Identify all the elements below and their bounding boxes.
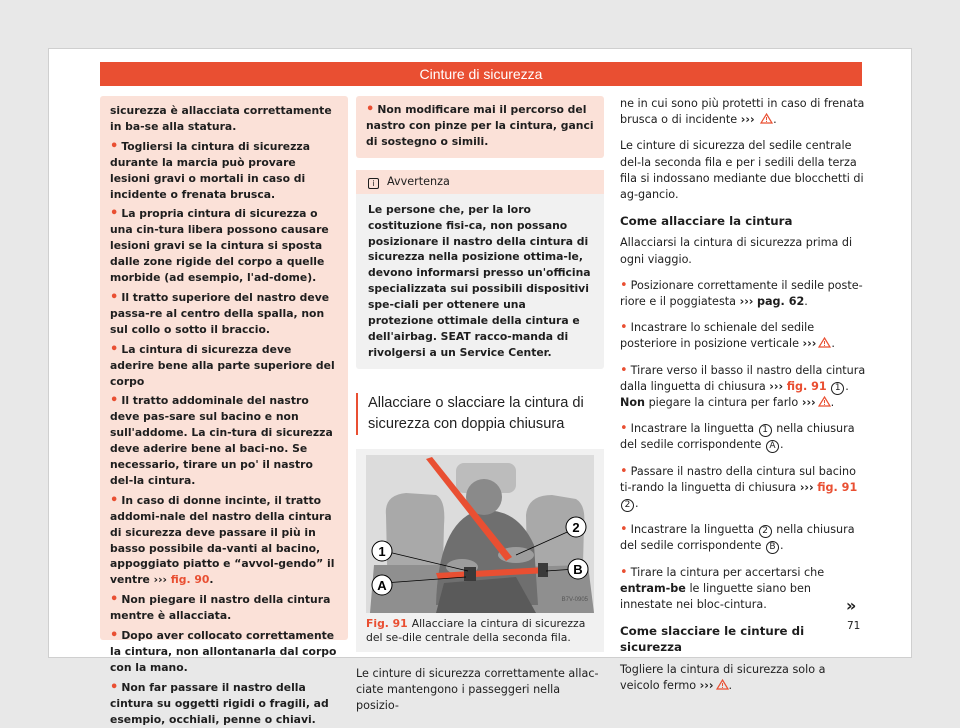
arrows-icon: ››› [699,678,714,692]
bullet-icon: • [620,362,628,378]
list-item-text: Togliersi la cintura di sicurezza durante la marcia può provare lesioni gravi o mortali in caso di incidente o frenata brusca. [110,139,310,201]
arrows-icon: ››› [799,480,814,494]
column-2 [356,96,604,714]
list-item-text: Tirare la cintura per accertarsi che [630,565,825,579]
list-item: • Tirare verso il basso il nastro della cintura dalla linguetta di chiusura ››› fig. 91 1 . Non piegare la cintura per farlo ››› . [620,362,866,410]
callout-A-label: A [377,577,387,593]
bullet-icon: • [366,102,375,117]
warning-triangle-icon[interactable] [716,679,729,690]
list-item-text: Tirare verso il basso il nastro della cintura dalla linguetta di chiusura [620,363,866,393]
list-item-text: Il tratto addominale del nastro deve pas-sare sul bacino e non sull'addome. La cin-tura di sicurezza deve aderire bene al baci-no. Se necessario, tirare un po' il nastro del-la cintura. [110,394,333,487]
list-item [110,592,338,624]
list-item-text: piegare la cintura per farlo [648,396,799,410]
paragraph-text: ne in cui sono più protetti in caso di frenata brusca o di incidente [620,97,865,127]
paragraph: ne in cui sono più protetti in caso di frenata brusca o di incidente ››› . [620,97,865,127]
bullet-icon: • [110,341,119,357]
list-item-text: Non modificare mai il percorso del nastro con pinze per la cintura, ganci di sostegno o simili. [366,103,594,148]
callout-1-icon: 1 [831,382,844,395]
bullet-icon: • [110,289,119,305]
figure-91 [356,449,604,652]
intro-text: sicurezza è allacciata correttamente in ba-se alla statura. [110,104,332,133]
warning-continuation-panel [356,96,604,158]
bullet-icon: • [110,628,119,644]
list-item-text: Non far passare il nastro della cintura su oggetti rigidi o fragili, ad esempio, occhiali, penne o chiavi. [110,680,329,726]
arrows-icon: ››› [802,337,817,351]
warning-triangle-icon[interactable] [760,113,773,124]
list-item: • Passare il nastro della cintura sul bacino ti-rando la linguetta di chiusura ››› fig. 91 2 . [620,463,858,511]
paragraph: Le cinture di sicurezza del sedile centrale del-la seconda fila e per i sedili della terza fila si indossano mediante due blocchetti di ag-gancio. [620,139,864,202]
warning-header [356,170,604,194]
list-item-text: Incastrare la linguetta [630,422,755,436]
list-item-text: nella chiusura del sedile corrispondente [620,422,855,452]
bullet-icon: • [110,679,119,695]
callout-B-label: B [573,561,583,577]
bullet-icon: • [110,138,119,154]
bullet-icon: • [620,463,628,479]
warning-triangle-icon[interactable] [818,396,831,407]
bullet-icon: • [110,393,119,409]
warning-box [356,170,604,369]
list-item: • In caso di donne incinte, il tratto addomi-nale del nastro della cintura di sicurezza deve passare il più in basso possibile da-vanti al bacino, appoggiato piatto e “avvol-gendo” il ventre ››› fig. 90. [110,492,335,587]
list-item [110,680,338,728]
subheading-unfasten: Come slacciare le cinture di sicurezza [620,624,805,655]
list-item-text: nella chiusura del sedile corrispondente [620,523,855,553]
list-item-text: le linguette siano ben innestate nei bloc-cintura. [620,581,811,612]
list-item [110,290,338,338]
caption-text: Allacciare la cintura di sicurezza del se-dile centrale della seconda fila. [366,616,586,645]
arrows-icon: ››› [801,396,816,410]
page-header: Cinture di sicurezza [100,62,862,86]
list-item-text: Il tratto superiore del nastro deve passa-re al centro della spalla, non sul collo o sotto il braccio. [110,290,330,336]
list-item-text: In caso di donne incinte, il tratto addomi-nale del nastro della cintura di sicurezza deve passare il più in basso possibile da-vanti al bacino, appoggiato piatto e “avvol-gendo” il ventre [110,493,335,587]
list-item: • Incastrare lo schienale del sedile posteriore in posizione verticale ››› . [620,320,835,351]
list-item [110,393,338,488]
list-item-text: Dopo aver collocato correttamente la cintura, non allontanarla dal corpo con la mano. [110,629,337,674]
fig-90-link[interactable]: fig. 90 [170,573,210,587]
bullet-icon: • [110,492,119,508]
callout-B-icon: B [766,541,779,554]
section-title: Allacciare o slacciare la cintura di sicurezza con doppia chiusura [356,393,604,435]
fig-91-link[interactable]: fig. 91 [786,379,827,393]
list-item [110,342,338,390]
page-62-link[interactable]: pag. 62 [756,295,805,309]
warning-text: Le persone che, per la loro costituzione fisi-ca, non possano posizionare il nastro della cintura di sicurezza nella posizione ottima-le, devono informarsi presso un'officina specializzata sui possibili dispositivi spe-ciali per ottenere una protezione ottimale della cintura e dell'airbag. SEAT racco-manda di rivolgersi a un Service Center. [368,202,591,359]
arrows-icon: ››› [740,113,755,127]
page-number: 71 [847,620,861,632]
figure-caption [366,617,594,646]
seatbelt-illustration [366,455,594,613]
figure-number: Fig. 91 [366,616,408,630]
column-1-warning-panel [100,96,348,726]
list-item: • Posizionare correttamente il sedile poste-riore e il poggiatesta ››› pag. 62. [620,277,863,309]
callout-2-icon: 2 [621,499,634,512]
bullet-icon: • [620,277,628,293]
list-item-text: Incastrare lo schienale del sedile posteriore in posizione verticale [620,321,815,351]
bullet-icon: • [620,320,628,336]
bullet-icon: • [110,592,119,608]
list-item: • Incastrare la linguetta 1 nella chiusura del sedile corrispondente A . [620,421,855,452]
emphasis-text: entram-be [620,581,686,595]
list-item-text: Non piegare il nastro della cintura mentre è allacciata. [110,593,331,623]
paragraph: Togliere la cintura di sicurezza solo a veicolo fermo ››› . [620,662,826,692]
paragraph: Allacciarsi la cintura di sicurezza prima di ogni viaggio. [620,236,853,266]
paragraph-text: Togliere la cintura di sicurezza solo a veicolo fermo [620,662,826,692]
list-item-text: La propria cintura di sicurezza o una cin-tura libera possono causare lesioni gravi se la cintura si sposta dalle zone rigide del corpo a quelle morbide (ad esempio, l'ad-dome). [110,207,329,285]
bullet-icon: • [620,564,628,580]
bullet-icon: • [620,522,628,538]
list-item-text: La cintura di sicurezza deve aderire bene alla parte superiore del corpo [110,342,335,388]
emphasis-text: Non [620,396,646,410]
list-item [110,206,338,286]
callout-1-label: 1 [378,543,386,559]
bullet-icon: • [110,206,119,222]
warning-title: Avvertenza [387,174,450,188]
warning-triangle-icon[interactable] [818,337,831,348]
list-item-text: Posizionare correttamente il sedile poste-riore e il poggiatesta [620,278,863,309]
arrows-icon: ››› [769,379,784,393]
callout-A-icon: A [766,440,779,453]
figure-code: B7V-0905 [561,596,588,603]
fig-91-link[interactable]: fig. 91 [817,480,858,494]
list-item [110,628,338,676]
list-item-text: Passare il nastro della cintura sul bacino ti-rando la linguetta di chiusura [620,464,856,494]
arrows-icon: ››› [153,573,167,587]
list-item [620,565,866,614]
column-3 [620,96,866,704]
callout-2-icon: 2 [759,525,772,538]
continue-next-page-icon: » [846,596,857,615]
info-icon: i [368,178,379,189]
bullet-icon: • [620,421,628,437]
callout-1-icon: 1 [759,424,772,437]
list-item: • Incastrare la linguetta 2 nella chiusura del sedile corrispondente B . [620,522,855,553]
list-item [110,139,338,203]
subheading-fasten: Come allacciare la cintura [620,214,793,229]
body-paragraph: Le cinture di sicurezza correttamente allac-ciate mantengono i passeggeri nella posizio- [356,666,599,713]
list-item-text: Incastrare la linguetta [630,523,755,537]
arrows-icon: ››› [739,295,754,309]
callout-2-label: 2 [572,519,580,535]
